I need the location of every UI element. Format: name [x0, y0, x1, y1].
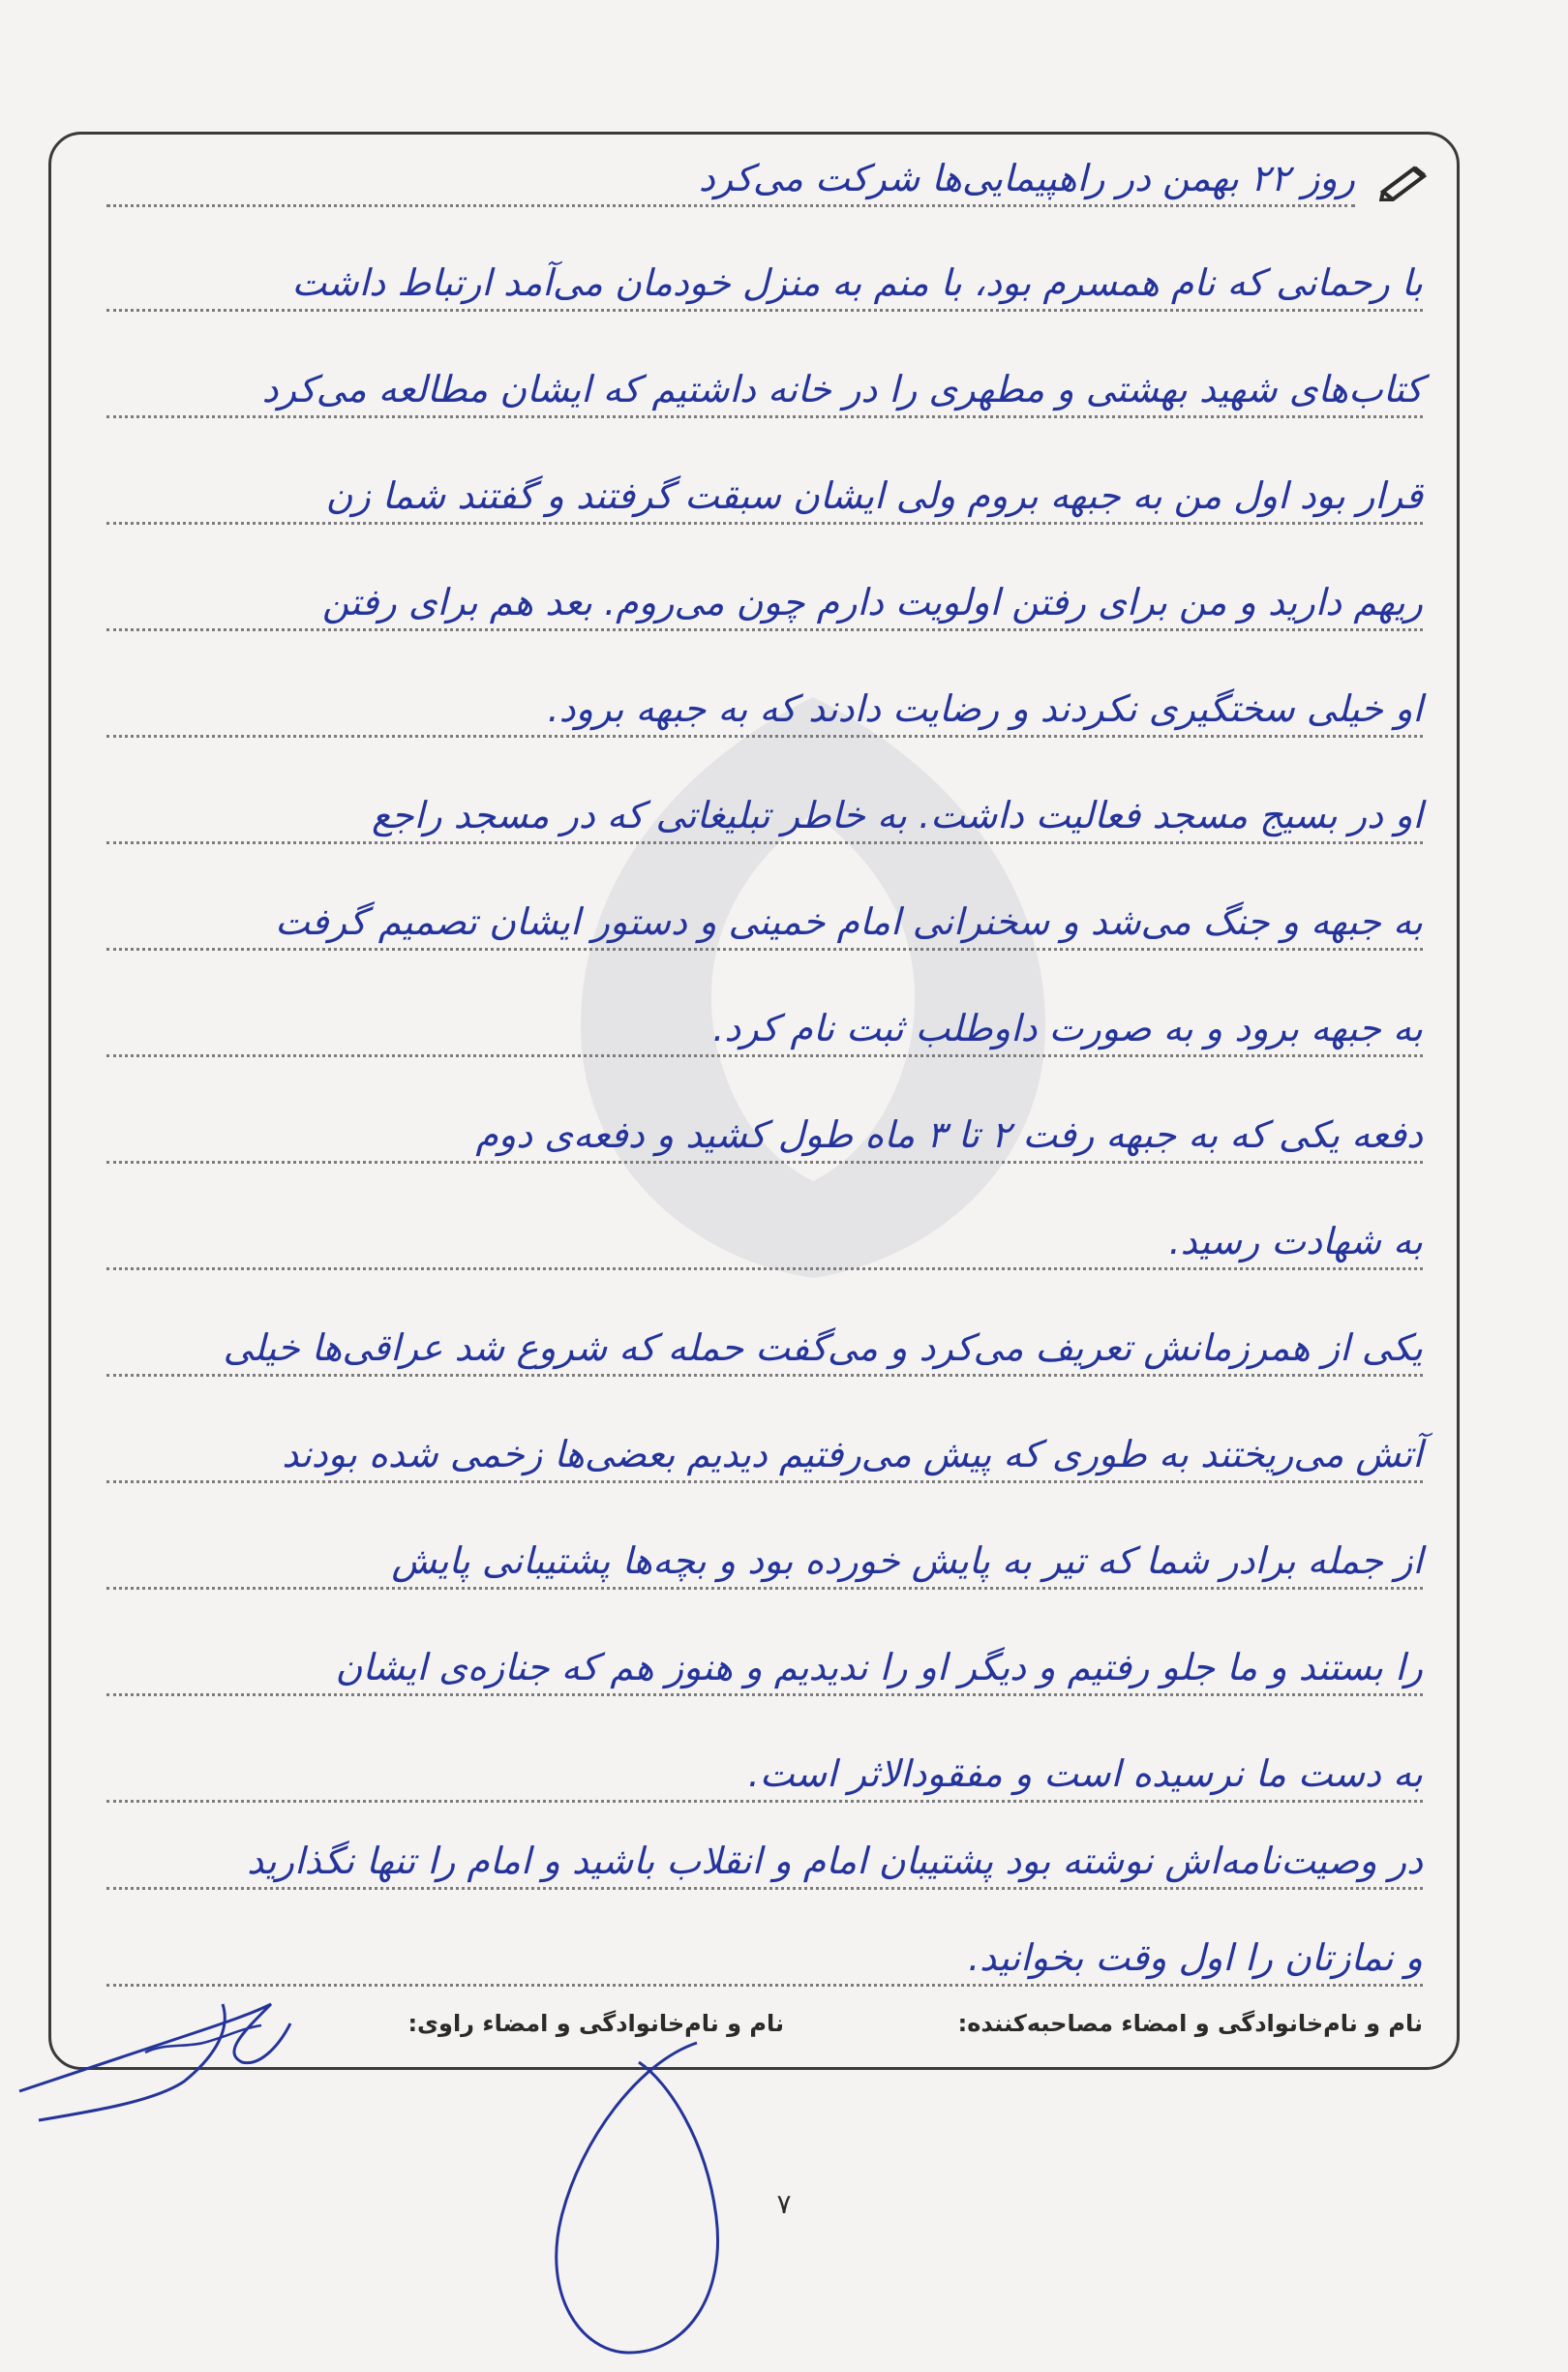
interviewer-signature-label: نام و نام‌خانوادگی و امضاء مصاحبه‌کننده: — [957, 2010, 1423, 2037]
text-line — [106, 225, 1423, 318]
line-text: با رحمانی که نام همسرم بود، با منم به منزل خودمان می‌آمد ارتباط داشت — [291, 261, 1423, 304]
line-text: از جمله برادر شما که تیر به پایش خورده بود و بچه‌ها پشتیبانی پایش — [391, 1539, 1423, 1582]
signature-loop-icon — [523, 2023, 736, 2372]
text-line — [106, 120, 1355, 213]
text-line — [106, 438, 1423, 531]
text-line — [106, 1716, 1423, 1809]
line-text: قرار بود اول من به جبهه بروم ولی ایشان سبقت گرفتند و گفتند شما زن — [325, 474, 1423, 517]
line-text: دفعه یکی که به جبهه رفت ۲ تا ۳ ماه طول کشید و دفعه‌ی دوم — [475, 1113, 1423, 1156]
line-text: ریهم دارید و من برای رفتن اولویت دارم چون می‌روم. بعد هم برای رفتن — [321, 581, 1423, 623]
line-text: به شهادت رسید. — [1168, 1220, 1423, 1262]
text-line — [106, 1290, 1423, 1383]
line-text: یکی از همرزمانش تعریف می‌کرد و می‌گفت حمله که شروع شد عراقی‌ها خیلی — [223, 1326, 1423, 1369]
line-text: کتاب‌های شهید بهشتی و مطهری را در خانه داشتیم که ایشان مطالعه می‌کرد — [261, 368, 1423, 411]
signature-icon — [0, 1975, 329, 2130]
text-line — [106, 1396, 1423, 1489]
text-line — [106, 864, 1423, 957]
text-line — [106, 651, 1423, 744]
line-text: آتش می‌ریختند به طوری که پیش می‌رفتیم دیدیم بعضی‌ها زخمی شده بودند — [282, 1433, 1423, 1475]
line-text: به جبهه برود و به صورت داوطلب ثبت نام کرد. — [712, 1007, 1423, 1049]
text-line — [106, 1077, 1423, 1170]
line-text: در وصیت‌نامه‌اش نوشته بود پشتیبان امام و انقلاب باشید و امام را تنها نگذارید — [247, 1840, 1423, 1882]
line-text: به جبهه و جنگ می‌شد و سخنرانی امام خمینی و دستور ایشان تصمیم گرفت — [275, 900, 1423, 943]
line-text: به دست ما نرسیده است و مفقودالاثر است. — [747, 1752, 1423, 1795]
text-line — [106, 544, 1423, 637]
text-line — [106, 1609, 1423, 1702]
line-text: او در بسیج مسجد فعالیت داشت. به خاطر تبلیغاتی که در مسجد راجع — [371, 794, 1423, 836]
line-text: را بستند و ما جلو رفتیم و دیگر او را ندیدیم و هنوز هم که جنازه‌ی ایشان — [335, 1646, 1423, 1688]
line-text: و نمازتان را اول وقت بخوانید. — [968, 1936, 1423, 1979]
line-text: روز ۲۲ بهمن در راهپیمایی‌ها شرکت می‌کرد — [698, 157, 1355, 199]
text-line — [106, 1183, 1423, 1276]
line-text: او خیلی سختگیری نکردند و رضایت دادند که به جبهه برود. — [547, 687, 1423, 730]
text-line — [106, 757, 1423, 850]
pen-icon — [1379, 163, 1430, 201]
narrator-signature-label: نام و نام‌خانوادگی و امضاء راوی: — [407, 2010, 784, 2037]
text-line — [106, 970, 1423, 1063]
text-line — [106, 331, 1423, 424]
text-line — [106, 1503, 1423, 1596]
page-number: ۷ — [776, 2188, 792, 2220]
text-line — [106, 1803, 1423, 1896]
